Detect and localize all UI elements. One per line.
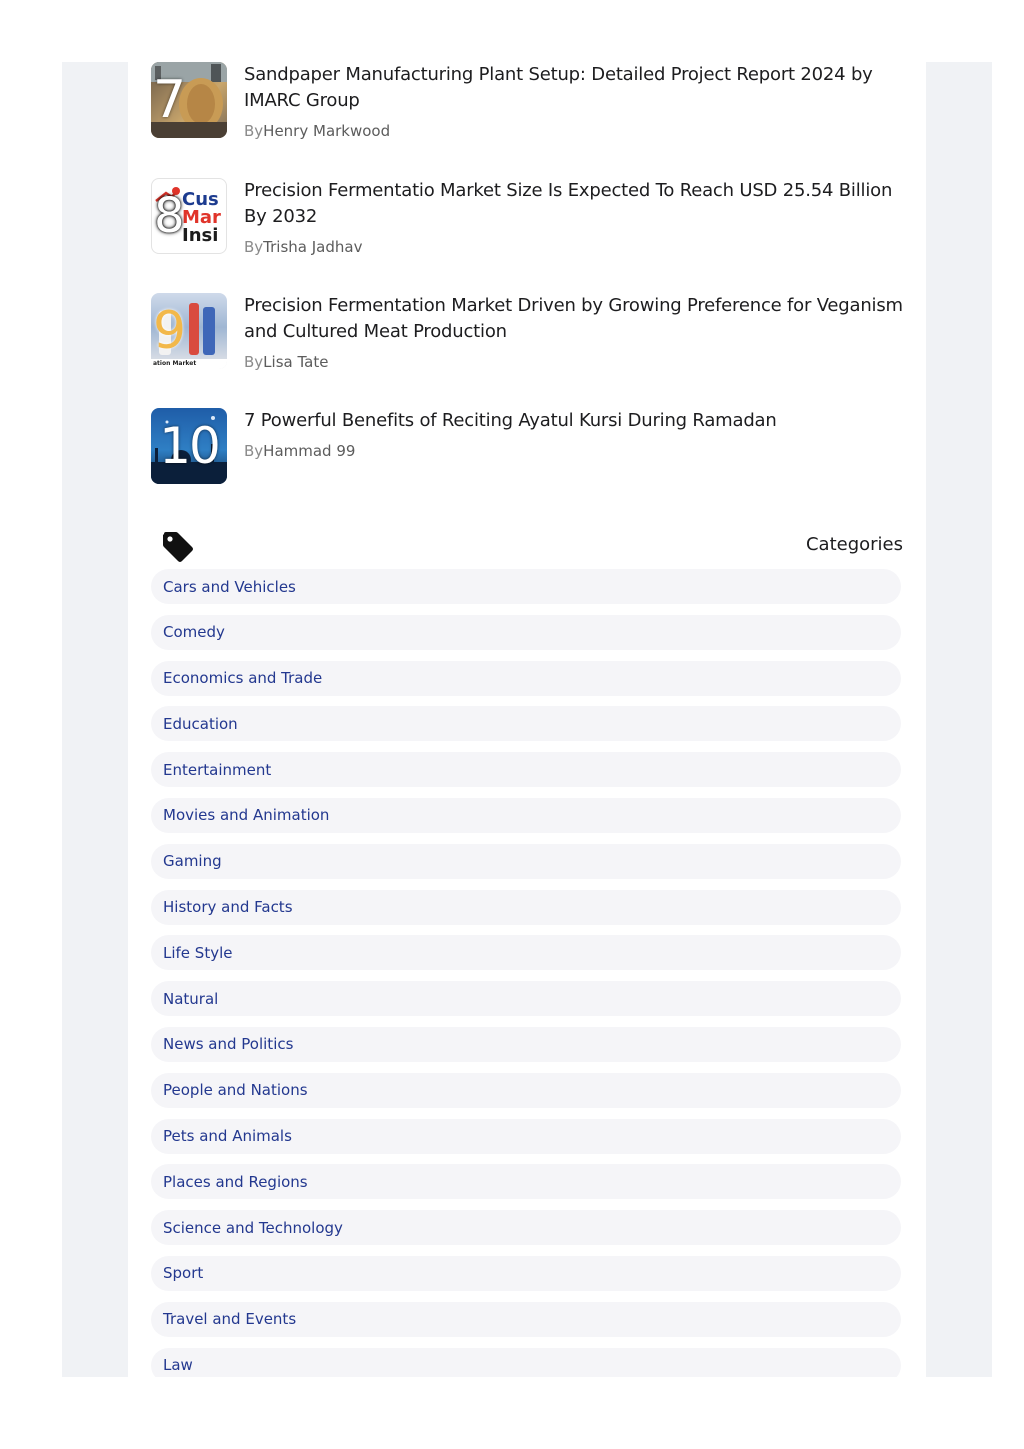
post-byline [244,353,328,371]
category-item[interactable] [151,1256,901,1291]
by-label: By [244,442,264,460]
category-item[interactable] [151,935,901,970]
list-item[interactable] [151,408,911,488]
page-background [62,62,992,1377]
category-item[interactable] [151,844,901,879]
category-item[interactable] [151,569,901,604]
category-item[interactable] [151,615,901,650]
list-item[interactable] [151,293,911,373]
rank-number: 7 [153,70,185,130]
category-link[interactable]: Places and Regions [163,1172,308,1191]
category-link[interactable]: History and Facts [163,898,293,917]
sidebar-panel [128,62,926,1377]
author-link[interactable]: Lisa Tate [263,353,329,371]
category-link[interactable]: Travel and Events [163,1310,297,1329]
post-title-link[interactable]: Precision Fermentation Market Driven by Growing Preference for Veganism and Cultured Meat Production [244,295,903,342]
by-label: By [244,238,264,256]
logo-text-line: Cus [182,189,219,210]
category-item[interactable] [151,1164,901,1199]
logo-text-line: Insi [182,225,219,246]
tag-icon [161,530,195,564]
rank-number: 10 [159,417,219,475]
post-thumbnail[interactable] [151,293,227,369]
category-link[interactable]: Science and Technology [163,1218,343,1237]
category-link[interactable]: Entertainment [163,760,272,779]
category-link[interactable]: Gaming [163,852,222,871]
category-link[interactable]: Movies and Animation [163,806,330,825]
rank-number: 9 [153,301,185,361]
category-item[interactable] [151,661,901,696]
post-byline [244,238,362,256]
category-item[interactable] [151,890,901,925]
category-item[interactable] [151,752,901,787]
post-thumbnail[interactable] [151,408,227,484]
category-link[interactable]: Law [163,1356,193,1375]
list-item[interactable] [151,62,911,142]
category-item[interactable] [151,981,901,1016]
logo-text-line: Mar [182,207,221,228]
category-link[interactable]: Education [163,714,238,733]
categories-list [151,569,901,1377]
post-title-link[interactable]: Sandpaper Manufacturing Plant Setup: Detailed Project Report 2024 by IMARC Group [244,64,873,111]
post-title-link[interactable]: 7 Powerful Benefits of Reciting Ayatul Kursi During Ramadan [244,410,777,431]
category-item[interactable] [151,798,901,833]
category-item[interactable] [151,1119,901,1154]
category-link[interactable]: Pets and Animals [163,1127,292,1146]
category-link[interactable]: Economics and Trade [163,669,323,688]
category-item[interactable] [151,1073,901,1108]
category-item[interactable] [151,1027,901,1062]
by-label: By [244,353,264,371]
category-link[interactable]: News and Politics [163,1035,294,1054]
post-byline [244,122,390,140]
category-link[interactable]: Natural [163,989,219,1008]
post-byline [244,442,355,460]
categories-header [151,526,903,566]
category-item[interactable] [151,1210,901,1245]
category-item[interactable] [151,706,901,741]
rank-number: 8 [154,188,183,244]
category-link[interactable]: Life Style [163,943,233,962]
post-title-link[interactable]: Precision Fermentatio Market Size Is Expected To Reach USD 25.54 Billion By 2032 [244,180,893,227]
category-link[interactable]: Comedy [163,623,225,642]
post-thumbnail[interactable] [151,178,227,254]
category-item[interactable] [151,1348,901,1377]
author-link[interactable]: Hammad 99 [263,442,356,460]
author-link[interactable]: Henry Markwood [263,122,391,140]
category-link[interactable]: Sport [163,1264,204,1283]
category-link[interactable]: Cars and Vehicles [163,577,296,596]
by-label: By [244,122,264,140]
list-item[interactable] [151,178,911,258]
post-thumbnail[interactable] [151,62,227,138]
categories-title: Categories [805,534,903,555]
category-item[interactable] [151,1302,901,1337]
thumb-caption: ation Market [153,360,197,367]
author-link[interactable]: Trisha Jadhav [263,238,363,256]
category-link[interactable]: People and Nations [163,1081,308,1100]
